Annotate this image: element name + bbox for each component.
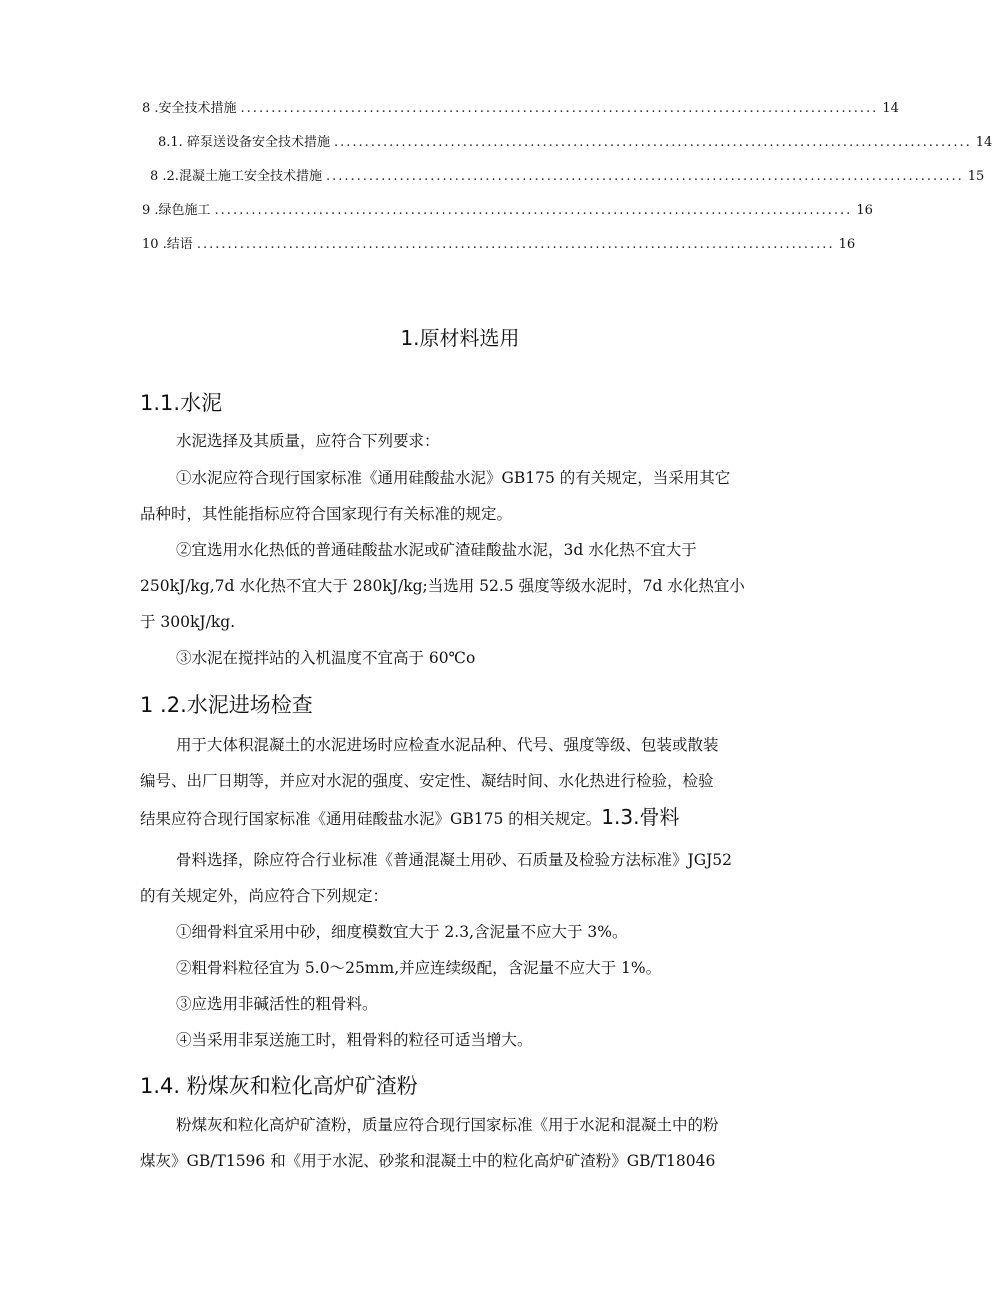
paragraph: 品种时，其性能指标应符合国家现行有关标准的规定。 [140, 505, 513, 523]
toc-page: 15 [967, 169, 985, 184]
toc-leader: ........................................................................................................ [325, 169, 964, 184]
paragraph-text: 结果应符合现行国家标准《通用硅酸盐水泥》GB175 的相关规定。 [140, 810, 602, 828]
section-title: 1.原材料选用 [400, 326, 520, 350]
toc-page: 16 [856, 203, 873, 218]
toc-leader: ........................................................................................................ [214, 203, 853, 218]
toc-label: 8 .安全技术措施 [142, 101, 237, 116]
toc-leader: ........................................................................................................ [240, 101, 879, 116]
toc-leader: ........................................................................................................ [196, 237, 835, 252]
paragraph [140, 800, 785, 836]
list-item: ③水泥在搅拌站的入机温度不宜高于 60℃o [176, 649, 476, 667]
toc-entry[interactable] [142, 99, 899, 119]
paragraph: 煤灰》GB/T1596 和《用于水泥、砂浆和混凝土中的粒化高炉矿渣粉》GB/T18046 [140, 1152, 716, 1170]
toc-label: 10 .结语 [142, 237, 193, 252]
toc-entry[interactable] [142, 201, 873, 221]
toc-entry[interactable] [142, 235, 856, 255]
heading-aggregate: 1.3.骨料 [601, 805, 680, 829]
list-item: ①细骨料宜采用中砂，细度模数宜大于 2.3,含泥量不应大于 3%。 [176, 923, 628, 941]
toc-entry[interactable] [150, 167, 985, 187]
toc-page: 14 [882, 101, 899, 116]
paragraph: 编号、出厂日期等，并应对水泥的强度、安定性、凝结时间、水化热进行检验，检验 [140, 772, 714, 790]
paragraph: 的有关规定外，尚应符合下列规定： [140, 887, 389, 905]
toc-page: 14 [975, 135, 992, 150]
heading-cement-inspection: 1 .2.水泥进场检查 [140, 693, 313, 717]
toc-entry[interactable] [158, 133, 992, 153]
list-item: ③应选用非碱活性的粗骨料。 [176, 995, 378, 1013]
heading-fly-ash: 1.4. 粉煤灰和粒化高炉矿渣粉 [140, 1074, 418, 1098]
toc-label: 8.1. 碎泵送设备安全技术措施 [158, 135, 330, 150]
list-item: ④当采用非泵送施工时，粗骨料的粒径可适当增大。 [176, 1031, 533, 1049]
paragraph: 用于大体积混凝土的水泥进场时应检查水泥品种、代号、强度等级、包装或散装 [176, 736, 719, 754]
toc-page: 16 [838, 237, 856, 252]
paragraph: 骨料选择，除应符合行业标准《普通混凝土用砂、石质量及检验方法标准》JGJ52 [176, 851, 733, 869]
list-item: ②宜选用水化热低的普通硅酸盐水泥或矿渣硅酸盐水泥，3d 水化热不宜大于 [176, 541, 697, 559]
paragraph: 水泥选择及其质量，应符合下列要求： [176, 432, 440, 450]
paragraph: 250kJ/kg,7d 水化热不宜大于 280kJ/kg;当选用 52.5 强度等级水泥时，7d 水化热宜小 [140, 577, 745, 595]
heading-cement: 1.1.水泥 [140, 391, 223, 415]
toc-label: 9 .绿色施工 [142, 203, 211, 218]
list-item: ①水泥应符合现行国家标准《通用硅酸盐水泥》GB175 的有关规定，当采用其它 [176, 469, 731, 487]
toc-label: 8 .2.混凝土施工安全技术措施 [150, 169, 322, 184]
list-item: ②粗骨料粒径宜为 5.0～25mm,并应连续级配，含泥量不应大于 1%。 [176, 959, 662, 977]
toc-leader: ........................................................................................................ [333, 135, 972, 150]
paragraph: 粉煤灰和粒化高炉矿渣粉，质量应符合现行国家标准《用于水泥和混凝土中的粉 [176, 1116, 719, 1134]
paragraph: 于 300kJ/kg. [140, 613, 236, 631]
